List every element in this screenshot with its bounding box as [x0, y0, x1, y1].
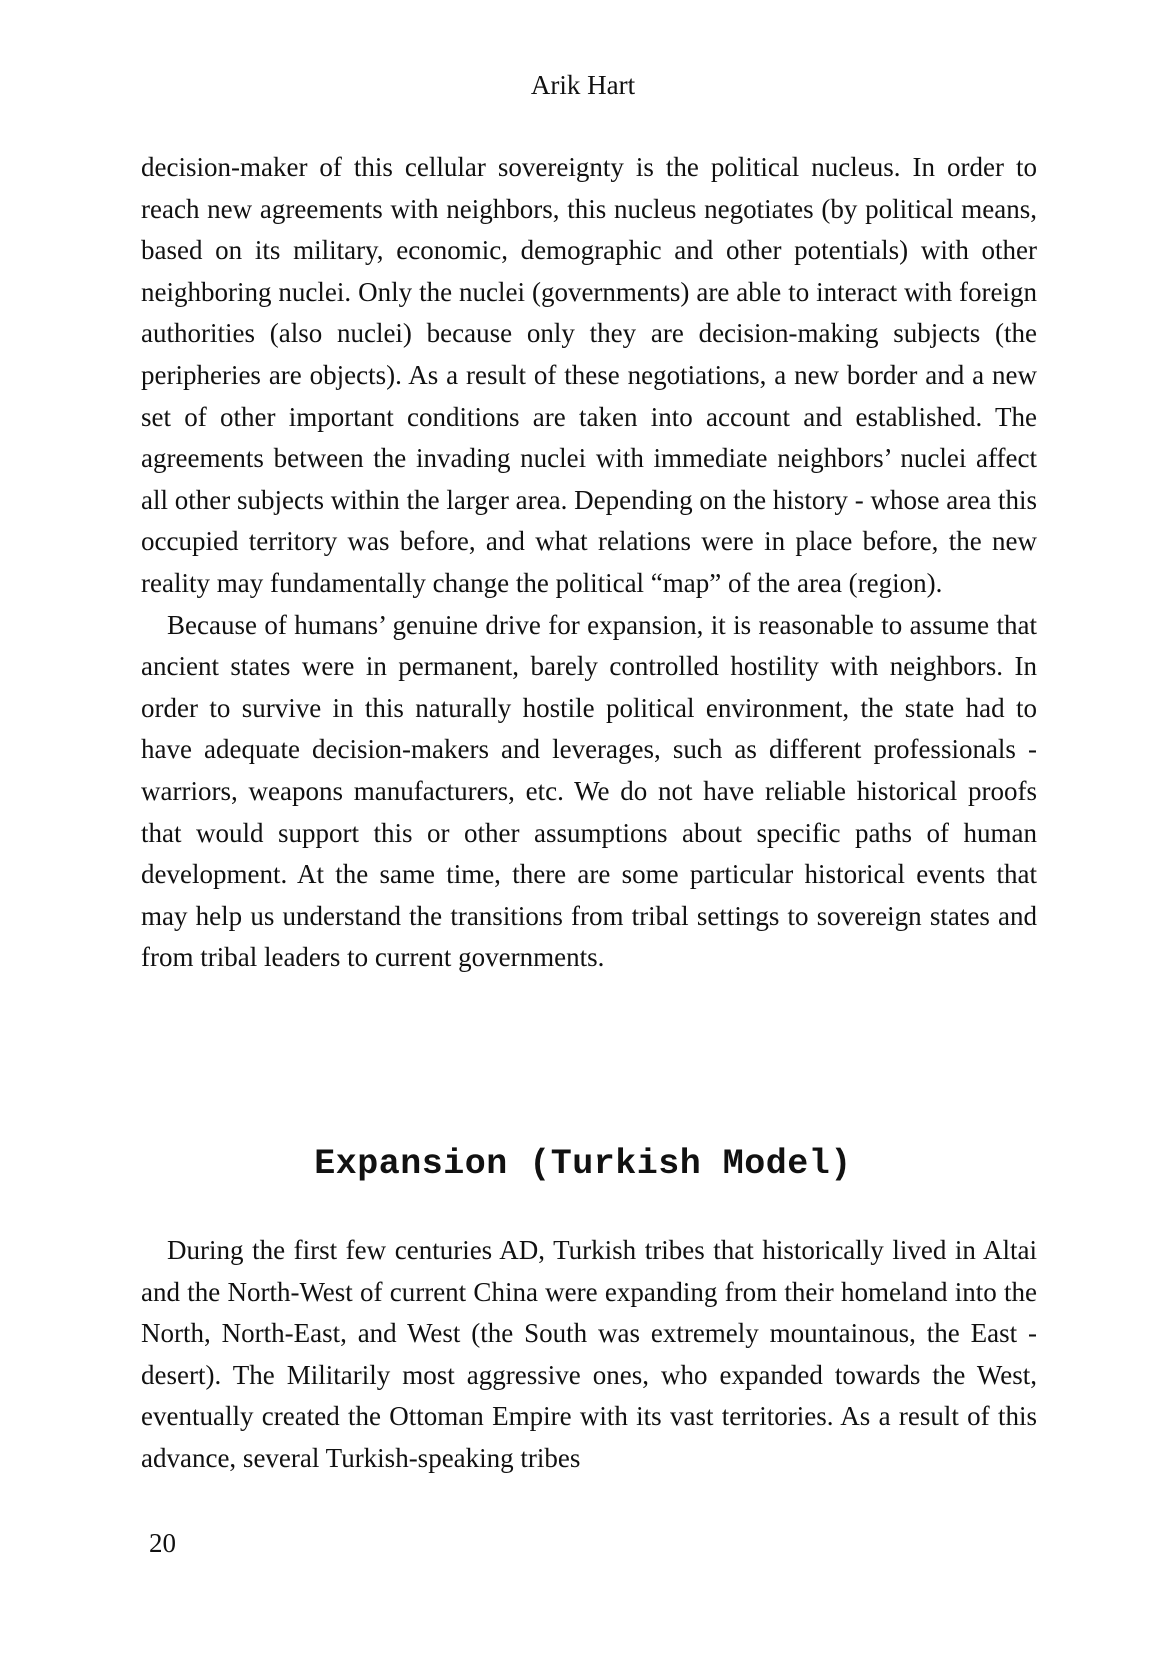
- running-header: Arik Hart: [530, 70, 636, 100]
- paragraph-expansion-drive: Because of humans’ genuine drive for expansion, it is reasonable to assume that ancient states were in permanent, barely controlled hostility with neighbors. In order to survive in this naturally hostile political environment, the state had to have adequate decision-makers and leverages, such as different professionals - warriors, weapons manufacturers, etc. We do not have reliable historical proofs that would support this or other assumptions about specific paths of human development. At the same time, there are some particular historical events that may help us understand the transitions from tribal settings to sovereign states and from tribal leaders to current governments.: [141, 609, 1037, 973]
- section-heading: Expansion (Turkish Model): [314, 1144, 852, 1184]
- paragraph-continuation: decision-maker of this cellular sovereignty is the political nucleus. In order to reach new agreements with neighbors, this nucleus negotiates (by political means, based on its military, economic, demographic and other potentials) with other neighboring nuclei. Only the nuclei (governments) are able to interact with foreign authorities (also nuclei) because only they are decision-making subjects (the peripheries are objects). As a result of these negotiations, a new border and a new set of other important conditions are taken into account and established. The agreements between the invading nuclei with immediate neighbors’ nuclei affect all other subjects within the larger area. Depending on the history - whose area this occupied territory was before, and what relations were in place before, the new reality may fundamentally change the political “map” of the area (region).: [141, 152, 1037, 598]
- body-text-bottom: [141, 1230, 1037, 1480]
- paragraph-turkish-tribes: During the first few centuries AD, Turkish tribes that historically lived in Altai and the North-West of current China were expanding from their homeland into the North, North-East, and West (the South was extremely mountainous, the East - desert). The Militarily most aggressive ones, who expanded towards the West, eventually created the Ottoman Empire with its vast territories. As a result of this advance, several Turkish-speaking tribes: [141, 1235, 1037, 1473]
- body-text-top: [141, 147, 1037, 979]
- page-number: 20: [149, 1528, 176, 1558]
